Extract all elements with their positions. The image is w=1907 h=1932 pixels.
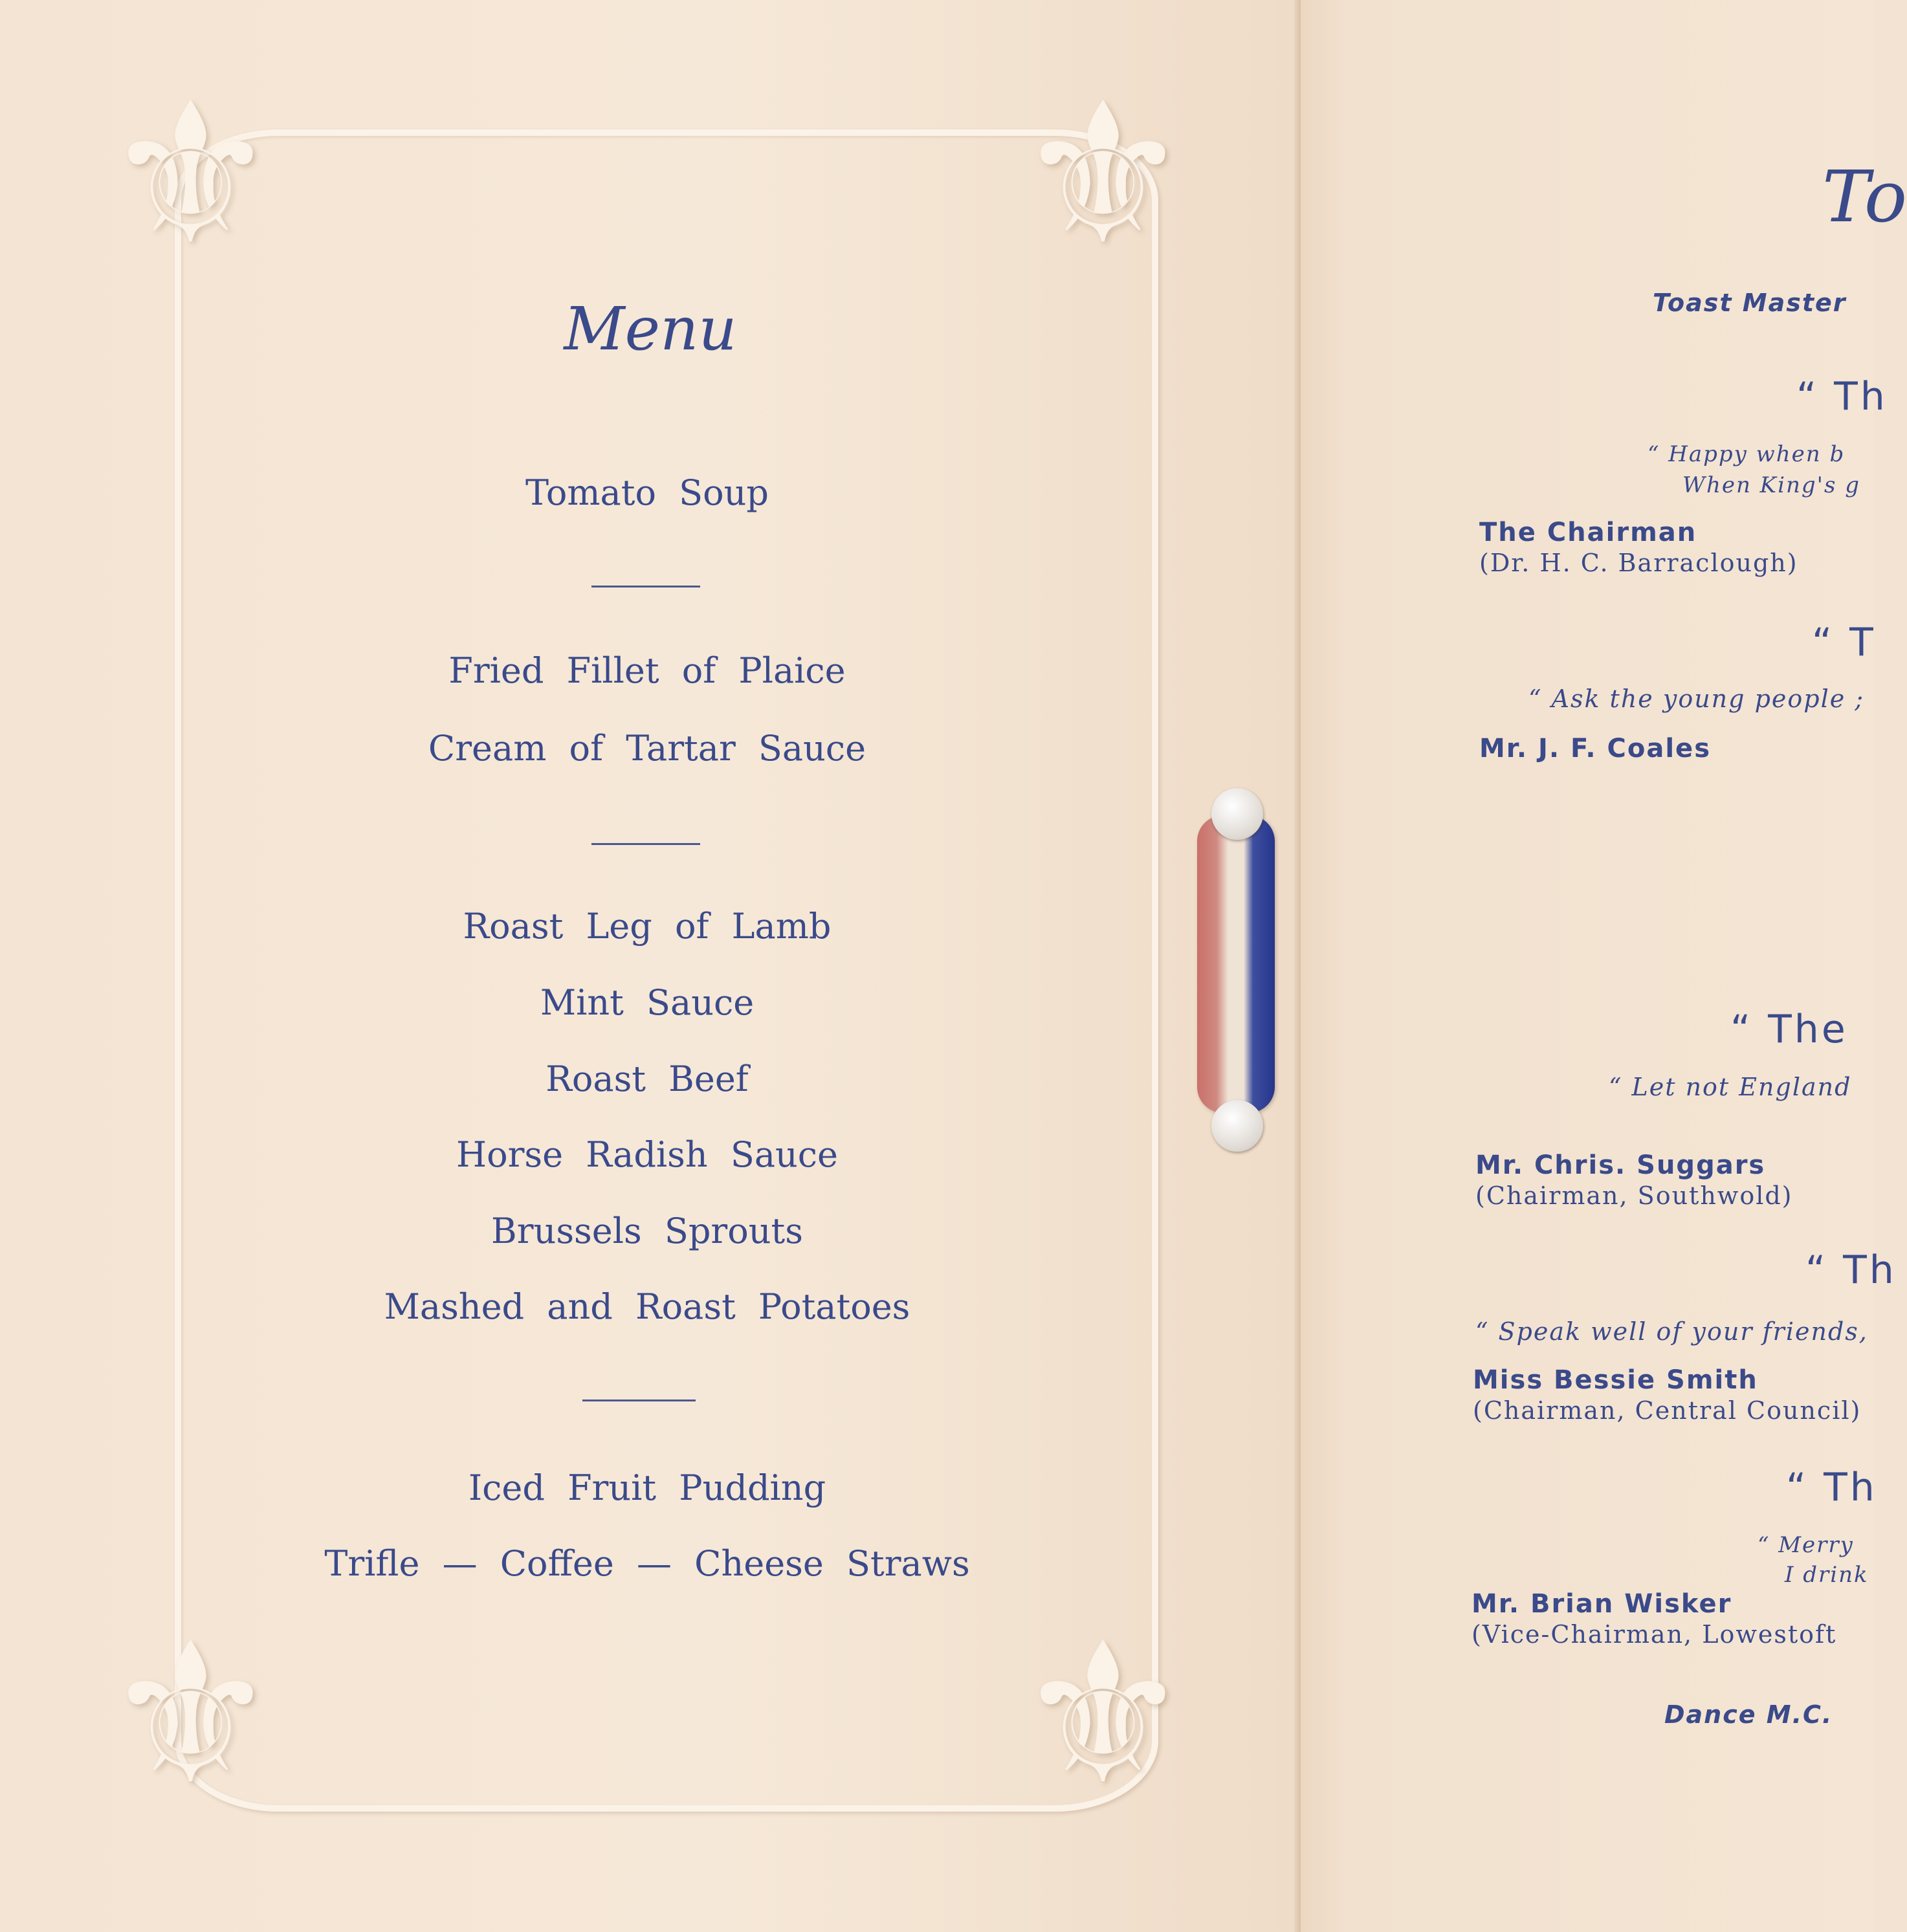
toast-heading: “ The — [1730, 1007, 1848, 1052]
toast-master-label: Toast Master — [1653, 289, 1847, 317]
menu-course: Brussels Sprouts — [491, 1211, 803, 1251]
menu-course: Iced Fruit Pudding — [468, 1467, 826, 1508]
speaker-detail: (Chairman, Central Council) — [1473, 1396, 1862, 1425]
menu-course: Roast Leg of Lamb — [463, 906, 832, 947]
toast-quote: I drink — [1785, 1562, 1869, 1588]
fleur-de-lis-ornament-icon: ⚜ — [1016, 1601, 1190, 1827]
toast-page-title: To — [1822, 155, 1907, 238]
menu-course: Horse Radish Sauce — [456, 1134, 838, 1175]
speaker-detail: (Vice-Chairman, Lowestoft — [1472, 1620, 1837, 1649]
fleur-de-lis-ornament-icon: ⚜ — [104, 61, 278, 287]
menu-course: Mint Sauce — [540, 982, 755, 1023]
dance-mc-label: Dance M.C. — [1664, 1700, 1833, 1729]
divider — [591, 843, 700, 845]
divider — [591, 586, 700, 587]
speaker-name: Mr. Chris. Suggars — [1475, 1150, 1766, 1180]
toast-heading: “ Th — [1796, 374, 1888, 419]
speaker-name: Mr. Brian Wisker — [1472, 1589, 1732, 1619]
toast-quote: “ Ask the young people ; — [1528, 685, 1865, 713]
speaker-name: The Chairman — [1479, 518, 1697, 547]
speaker-detail: (Chairman, Southwold) — [1475, 1181, 1793, 1210]
toast-heading: “ Th — [1805, 1247, 1897, 1293]
toast-quote: “ Speak well of your friends, — [1475, 1317, 1868, 1346]
toast-list-page — [1301, 0, 1907, 1932]
fleur-de-lis-ornament-icon: ⚜ — [104, 1601, 278, 1827]
toast-heading: “ Th — [1786, 1465, 1877, 1510]
ribbon-knot — [1211, 788, 1263, 840]
ribbon-knot — [1211, 1100, 1263, 1152]
toast-quote: “ Let not England — [1609, 1073, 1852, 1101]
menu-course: Mashed and Roast Potatoes — [384, 1286, 910, 1327]
speaker-detail: (Dr. H. C. Barraclough) — [1479, 549, 1798, 577]
toast-quote: “ Happy when b — [1648, 441, 1846, 467]
toast-quote: “ Merry — [1758, 1532, 1854, 1558]
tricolour-ribbon — [1197, 815, 1275, 1113]
fleur-de-lis-ornament-icon: ⚜ — [1016, 61, 1190, 287]
menu-course: Fried Fillet of Plaice — [448, 650, 846, 691]
menu-course: Trifle — Coffee — Cheese Straws — [324, 1543, 970, 1584]
menu-course: Cream of Tartar Sauce — [428, 728, 866, 769]
toast-quote: When King's g — [1682, 472, 1860, 498]
speaker-name: Miss Bessie Smith — [1473, 1365, 1758, 1395]
divider — [582, 1400, 696, 1401]
speaker-name: Mr. J. F. Coales — [1479, 734, 1711, 763]
menu-course: Roast Beef — [546, 1059, 749, 1099]
menu-title: Menu — [564, 294, 737, 364]
menu-course: Tomato Soup — [525, 472, 769, 513]
toast-heading: “ T — [1812, 620, 1876, 665]
